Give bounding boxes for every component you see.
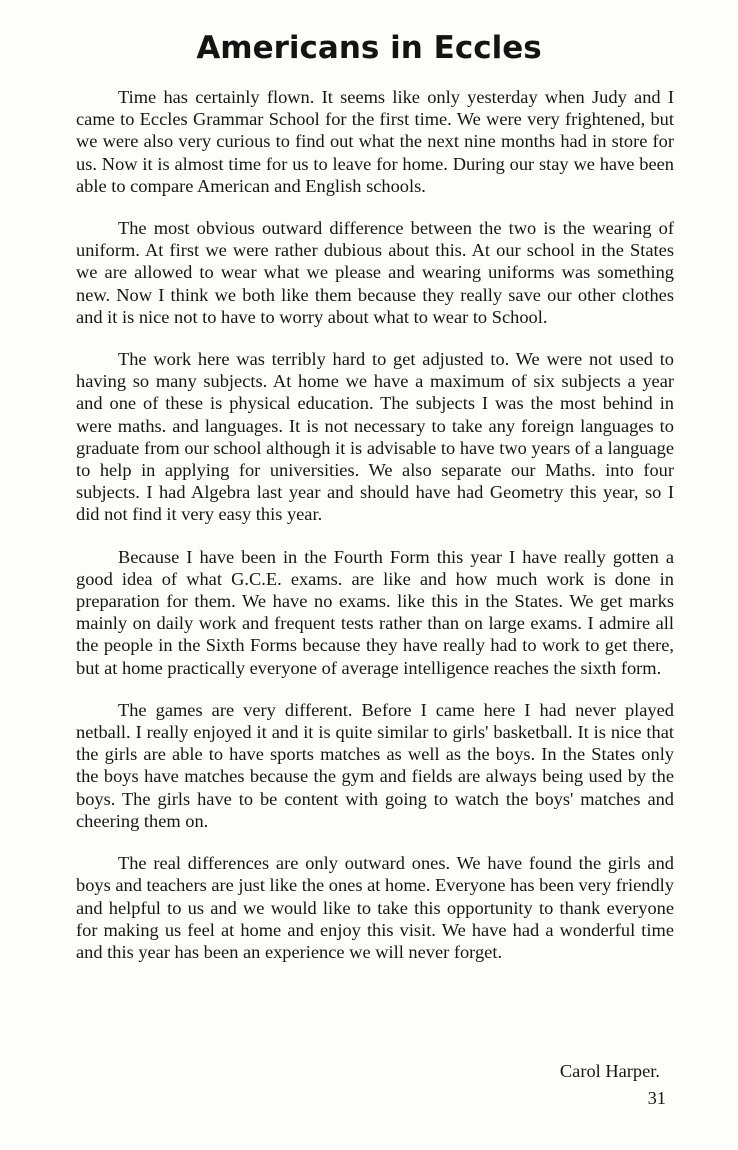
paragraph-3: The work here was terribly hard to get adjusted to. We were not used to having so many subjects. At home we have a maximum of six subjects a year and one of these is physical education. The subjects I was the most behind in were maths. and languages. It is not necessary to take any foreign languages to graduate from our school although it is advisable to have two years of a language to help in applying for universities. We also separate our Maths. into four subjects. I had Algebra last year and should have had Geometry this year, so I did not find it very easy this year. — [76, 349, 674, 525]
article-title: Americans in Eccles — [196, 30, 542, 66]
article-body — [76, 86, 674, 983]
paragraph-4: Because I have been in the Fourth Form this year I have really gotten a good idea of what G.C.E. exams. are like and how much work is done in preparation for them. We have no exams. like this in the States. We get marks mainly on daily work and frequent tests rather than on large exams. I admire all the people in the Sixth Forms because they have really had to work to get there, but at home practically everyone of average intelligence reaches the sixth form. — [76, 546, 674, 678]
page-number: 31 — [647, 1088, 666, 1108]
paragraph-1: Time has certainly flown. It seems like only yesterday when Judy and I came to Eccles Grammar School for the first time. We were very frightened, but we were also very curious to find out what the next nine months had in store for us. Now it is almost time for us to leave for home. During our stay we have been able to compare American and English schools. — [76, 87, 674, 196]
paragraph-5: The games are very different. Before I came here I had never played netball. I really enjoyed it and it is quite similar to girls' basketball. It is nice that the girls are able to have sports matches as well as the boys. In the States only the boys have matches because the gym and fields are always being used by the boys. The girls have to be content with going to watch the boys' matches and cheering them on. — [76, 699, 674, 831]
paragraph-6: The real differences are only outward ones. We have found the girls and boys and teachers are just like the ones at home. Everyone has been very friendly and helpful to us and we would like to take this opportunity to thank everyone for making us feel at home and enjoy this visit. We have had a wonderful time and this year has been an experience we will never forget. — [76, 853, 674, 962]
author-signature: Carol Harper. — [559, 1061, 660, 1081]
paragraph-2: The most obvious outward difference between the two is the wearing of uniform. At first we were rather dubious about this. At our school in the States we are allowed to wear what we please and wearing uniforms was something new. Now I think we both like them because they really save our other clothes and it is nice not to have to worry about what to wear to School. — [76, 218, 674, 327]
